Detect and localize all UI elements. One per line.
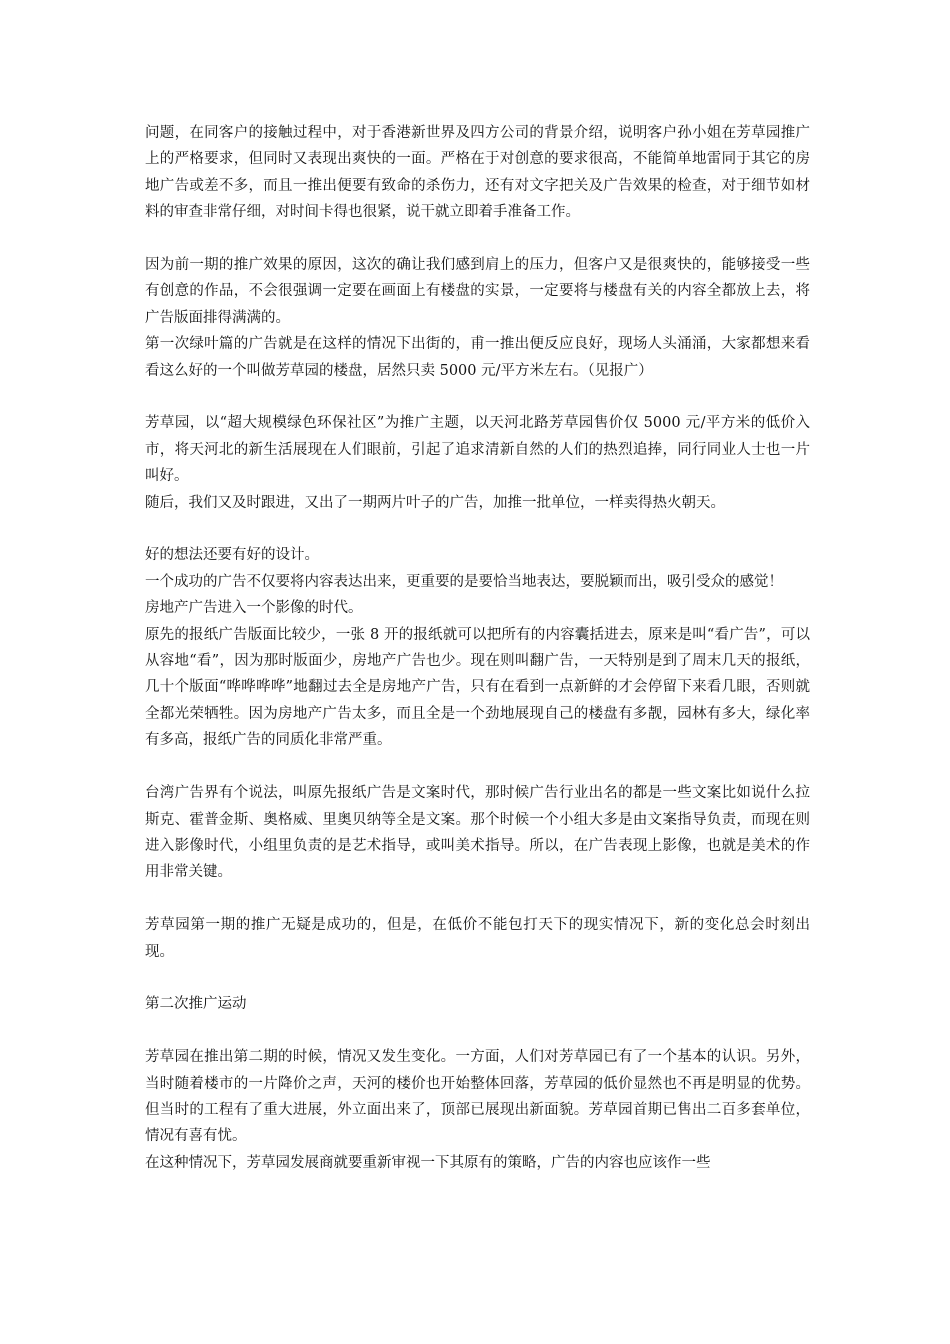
paragraph: 台湾广告界有个说法，叫原先报纸广告是文案时代，那时候广告行业出名的都是一些文案比如说什么拉斯克、霍普金斯、奥格威、里奥贝纳等全是文案。那个时候一个小组大多是由文案指导负责，而现在则进入影像时代，小组里负责的是艺术指导，或叫美术指导。所以，在广告表现上影像，也就是美术的作用非常关键。 xyxy=(145,785,810,881)
paragraph-gap xyxy=(145,384,810,410)
document-body xyxy=(145,120,810,1176)
section-heading: 第二次推广运动 xyxy=(145,996,247,1013)
paragraph-gap xyxy=(145,1018,810,1044)
paragraph: 问题，在同客户的接触过程中，对于香港新世界及四方公司的背景介绍，说明客户孙小姐在芳草园推广上的严格要求，但同时又表现出爽快的一面。严格在于对创意的要求很高，不能简单地雷同于其它的房地广告或差不多，而且一推出便要有致命的杀伤力，还有对文字把关及广告效果的检查，对于细节如材料的审查非常仔细，对时间卡得也很紧，说干就立即着手准备工作。 xyxy=(145,125,810,221)
paragraph-gap xyxy=(145,965,810,991)
paragraph: 第一次绿叶篇的广告就是在这样的情况下出街的，甫一推出便反应良好，现场人头涌涌，大家都想来看看这么好的一个叫做芳草园的楼盘，居然只卖 5000 元/平方米左右。（见报广） xyxy=(145,336,810,379)
paragraph: 芳草园第一期的推广无疑是成功的，但是，在低价不能包打天下的现实情况下，新的变化总会时刻出现。 xyxy=(145,917,810,960)
paragraph-gap xyxy=(145,516,810,542)
paragraph: 芳草园，以“超大规模绿色环保社区”为推广主题，以天河北路芳草园售价仅 5000 元/平方米的低价入市，将天河北的新生活展现在人们眼前，引起了追求清新自然的人们的热烈追捧，同行同业人士也一片叫好。 xyxy=(145,415,810,485)
paragraph: 原先的报纸广告版面比较少，一张 8 开的报纸就可以把所有的内容囊括进去，原来是叫“看广告”，可以从容地“看”，因为那时版面少，房地产广告也少。现在则叫翻广告，一天特别是到了周末几天的报纸，几十个版面“哗哗哗哗”地翻过去全是房地产广告，只有在看到一点新鲜的才会停留下来看几眼，否则就全都光荣牺牲。因为房地产广告太多，而且全是一个劲地展现自己的楼盘有多靓，园林有多大，绿化率有多高，报纸广告的同质化非常严重。 xyxy=(145,626,810,749)
paragraph-gap xyxy=(145,226,810,252)
paragraph: 因为前一期的推广效果的原因，这次的确让我们感到肩上的压力，但客户又是很爽快的，能够接受一些有创意的作品，不会很强调一定要在画面上有楼盘的实景，一定要将与楼盘有关的内容全都放上去，将广告版面排得满满的。 xyxy=(145,257,810,326)
paragraph: 一个成功的广告不仅要将内容表达出来，更重要的是要恰当地表达，要脱颖而出，吸引受众的感觉！ xyxy=(145,573,783,590)
paragraph: 房地产广告进入一个影像的时代。 xyxy=(145,600,363,617)
paragraph: 随后，我们又及时跟进，又出了一期两片叶子的广告，加推一批单位，一样卖得热火朝天。 xyxy=(145,494,725,511)
paragraph-gap xyxy=(145,886,810,912)
paragraph-gap xyxy=(145,754,810,780)
paragraph: 好的想法还要有好的设计。 xyxy=(145,547,319,564)
paragraph: 在这种情况下，芳草园发展商就要重新审视一下其原有的策略，广告的内容也应该作一些 xyxy=(145,1154,711,1171)
paragraph: 芳草园在推出第二期的时候，情况又发生变化。一方面，人们对芳草园已有了一个基本的认识。另外，当时随着楼市的一片降价之声，天河的楼价也开始整体回落，芳草园的低价显然也不再是明显的优势。但当时的工程有了重大进展，外立面出来了，顶部已展现出新面貌。芳草园首期已售出二百多套单位，情况有喜有忧。 xyxy=(145,1049,810,1145)
